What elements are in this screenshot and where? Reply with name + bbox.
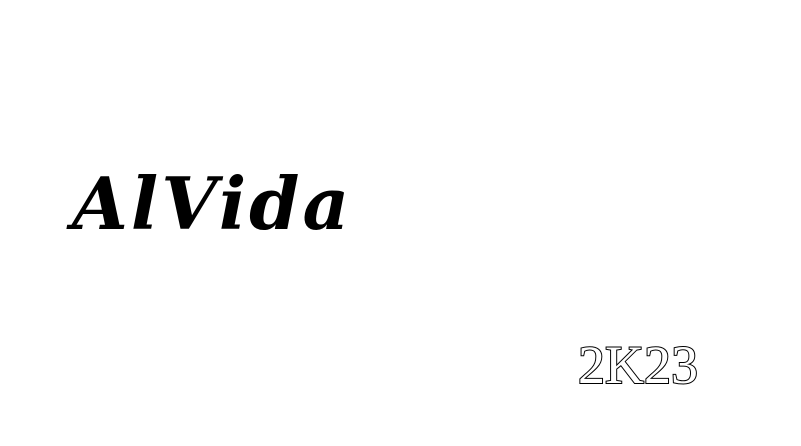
alvida-script-title: AlVida xyxy=(72,161,353,246)
year-outline-label: 2K23 xyxy=(578,335,698,395)
